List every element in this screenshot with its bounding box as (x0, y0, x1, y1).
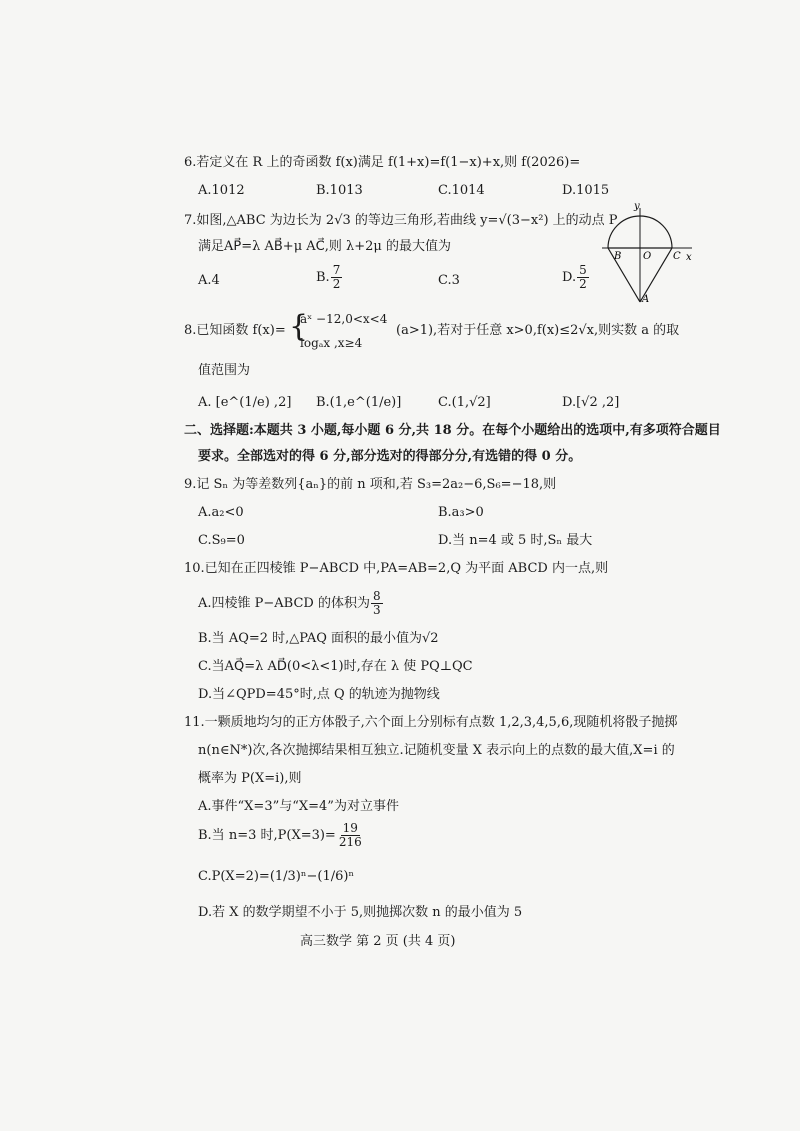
label-b: B (614, 251, 622, 262)
q8-brace: { (289, 309, 309, 344)
q9-option-b: B.a₃>0 (438, 505, 484, 520)
q8-option-b: B.(1,e^(1/e)] (316, 395, 402, 410)
q7-stem-line1: 7.如图,△ABC 为边长为 2√3 的等边三角形,若曲线 y=√(3−x²) 上的动点 P (184, 213, 618, 228)
q6-option-b: B.1013 (316, 183, 363, 198)
q11-stem-line1: 11.一颗质地均匀的正方体骰子,六个面上分别标有点数 1,2,3,4,5,6,现随机将骰子抛掷 (184, 715, 678, 730)
q10-option-a: A.四棱锥 P−ABCD 的体积为 $\frac{8}{3}$ (198, 589, 381, 617)
page-footer: 高三数学 第 2 页 (共 4 页) (300, 934, 456, 949)
q6-stem: 6.若定义在 R 上的奇函数 f(x)满足 f(1+x)=f(1−x)+x,则 f(2026)= (184, 155, 581, 170)
label-c: C (673, 251, 681, 262)
q8-option-d: D.[√2 ,2] (562, 395, 620, 410)
q6-option-d: D.1015 (562, 183, 610, 198)
q8-case1: aˣ −12,0<x<4 (300, 312, 388, 326)
q10-stem: 10.已知在正四棱锥 P−ABCD 中,PA=AB=2,Q 为平面 ABCD 内一点,则 (184, 561, 609, 576)
q11-option-c: C.P(X=2)=(1/3)ⁿ−(1/6)ⁿ (198, 869, 355, 884)
label-a: A (642, 294, 650, 305)
q8-prefix: 8.已知函数 f(x)= (184, 323, 286, 338)
label-o: O (643, 251, 652, 262)
q8-line2: 值范围为 (198, 363, 251, 378)
q7-option-d: D. $\frac{5}{2}$ (562, 263, 587, 291)
q11-option-d: D.若 X 的数学期望不小于 5,则抛掷次数 n 的最小值为 5 (198, 905, 523, 920)
q7-option-a: A.4 (198, 273, 220, 288)
q9-option-a: A.a₂<0 (198, 505, 244, 520)
q11-option-b: B.当 n=3 时,P(X=3)= $\frac{19}{216}$ (198, 821, 362, 849)
q9-option-c: C.S₉=0 (198, 533, 245, 548)
q7-figure (600, 198, 700, 308)
q8-option-c: C.(1,√2] (438, 395, 491, 410)
q10-option-c: C.当AQ⃗=λ AD⃗(0<λ<1)时,存在 λ 使 PQ⊥QC (198, 659, 473, 674)
q7-stem-line2: 满足AP⃗=λ AB⃗+μ AC⃗,则 λ+2μ 的最大值为 (198, 239, 451, 254)
q6-option-a: A.1012 (198, 183, 245, 198)
q7-option-b: B. $\frac{7}{2}$ (316, 263, 341, 291)
q7-option-c: C.3 (438, 273, 460, 288)
label-x: x (686, 252, 692, 263)
q11-stem-line2: n(n∈N*)次,各次抛掷结果相互独立.记随机变量 X 表示向上的点数的最大值,X=i 的 (198, 743, 675, 758)
label-y: y (634, 201, 640, 212)
section2-line1: 二、选择题:本题共 3 小题,每小题 6 分,共 18 分。在每个小题给出的选项中,有多项符合题目 (184, 423, 721, 438)
q9-stem: 9.记 Sₙ 为等差数列{aₙ}的前 n 项和,若 S₃=2a₂−6,S₆=−18,则 (184, 477, 557, 492)
q10-option-d: D.当∠QPD=45°时,点 Q 的轨迹为抛物线 (198, 687, 440, 702)
q10-option-b: B.当 AQ=2 时,△PAQ 面积的最小值为√2 (198, 631, 439, 646)
q11-option-a: A.事件“X=3”与“X=4”为对立事件 (198, 799, 399, 814)
section2-line2: 要求。全部选对的得 6 分,部分选对的得部分分,有选错的得 0 分。 (198, 449, 582, 464)
triangle-side-ab (608, 248, 640, 302)
q8-case2: logₐx ,x≥4 (300, 336, 363, 350)
q8-suffix: (a>1),若对于任意 x>0,f(x)≤2√x,则实数 a 的取 (396, 323, 680, 338)
q8-option-a: A. [e^(1/e) ,2] (198, 395, 292, 410)
q9-option-d: D.当 n=4 或 5 时,Sₙ 最大 (438, 533, 593, 548)
q11-stem-line3: 概率为 P(X=i),则 (198, 771, 302, 786)
q6-option-c: C.1014 (438, 183, 485, 198)
